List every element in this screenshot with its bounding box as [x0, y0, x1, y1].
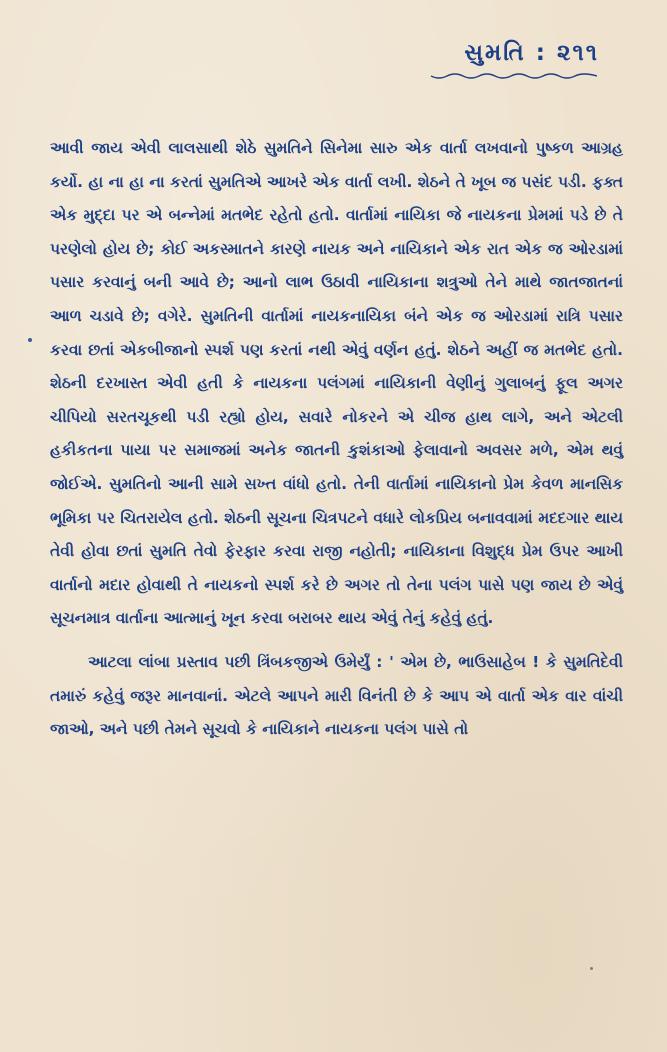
page-header [429, 40, 599, 85]
page-speck [590, 967, 593, 970]
paragraph-2: આટલા લાંબા પ્રસ્તાવ પછી ત્રિંબકજીએ ઉમેર્યું : ' એમ છે, ભાઉસાહેબ ! કે સુમતિદેવી તમારું કહેવું જરૂર માનવાનાં. એટલે આપને મારી વિનંતી છે કે આપ એ વાર્તા એક વાર વાંચી જાઓ, અને પછી તેમને સૂચવો કે નાયિકાને નાયકના પલંગ પાસે તો [50, 652, 623, 739]
paragraph-1: આવી જાય એવી લાલસાથી શેઠે સુમતિને સિનેમા સારુ એક વાર્તા લખવાનો પુષ્કળ આગ્રહ કર્યો. હા ના હા ના કરતાં સુમતિએ આખરે એક વાર્તા લખી. શેઠને તે ખૂબ જ પસંદ પડી. ફક્ત એક મુદ્દા પર એ બન્નેમાં મતભેદ રહેતો હતો. વાર્તામાં નાયિકા જે નાયકના પ્રેમમાં પડે છે તે પરણેલો હોય છે; કોઈ અકસ્માતને કારણે નાયક અને નાયિકાને એક રાત એક જ ઓરડામાં પસાર કરવાનું બની આવે છે; આનો લાભ ઉઠાવી નાયિકાના શત્રુઓ તેને માથે જાતજાતનાં આળ ચડાવે છે; વગેરે. સુમતિની વાર્તામાં નાયકનાયિકા બંને એક જ ઓરડામાં રાત્રિ પસાર કરવા છતાં એકબીજાનો સ્પર્શ પણ કરતાં નથી એવું વર્ણન હતું. શેઠને અહીં જ મતભેદ હતો. શેઠની દરખાસ્ત એવી હતી કે નાયકના પલંગમાં નાયિકાની વેણીનું ગુલાબનું ફૂલ અગર ચીપિયો સરતચૂકથી પડી રહ્યો હોય, સવારે નોકરને એ ચીજ હાથ લાગે, અને એટલી હકીકતના પાયા પર સમાજમાં અનેક જાતની કુશંકાઓ ફેલાવાનો અવસર મળે, એમ થવું જોઈએ. સુમતિનો આની સામે સખ્ત વાંધો હતો. તેની વાર્તામાં નાયિકાનો પ્રેમ કેવળ માનસિક ભૂમિકા પર ચિતરાયેલ હતો. શેઠની સૂચના ચિત્રપટને વધારે લોકપ્રિય બનાવવામાં મદદગાર થાય તેવી હોવા છતાં સુમતિ તેવો ફેરફાર કરવા રાજી નહોતી; નાયિકાના વિશુદ્ધ પ્રેમ ઉપર આખી વાર્તાનો મદાર હોવાથી તે નાયકનો સ્પર્શ કરે છે અગર તો તેના પલંગ પાસે પણ જાય છે એવું સૂચનમાત્ર વાર્તાના આત્માનું ખૂન કરવા બરાબર થાય એવું તેનું કહેવું હતું. [50, 139, 623, 628]
body-text [50, 132, 623, 747]
decorative-rule [429, 73, 599, 81]
margin-mark [28, 338, 32, 342]
running-head: સુમતિ : ૨૧૧ [464, 40, 599, 66]
